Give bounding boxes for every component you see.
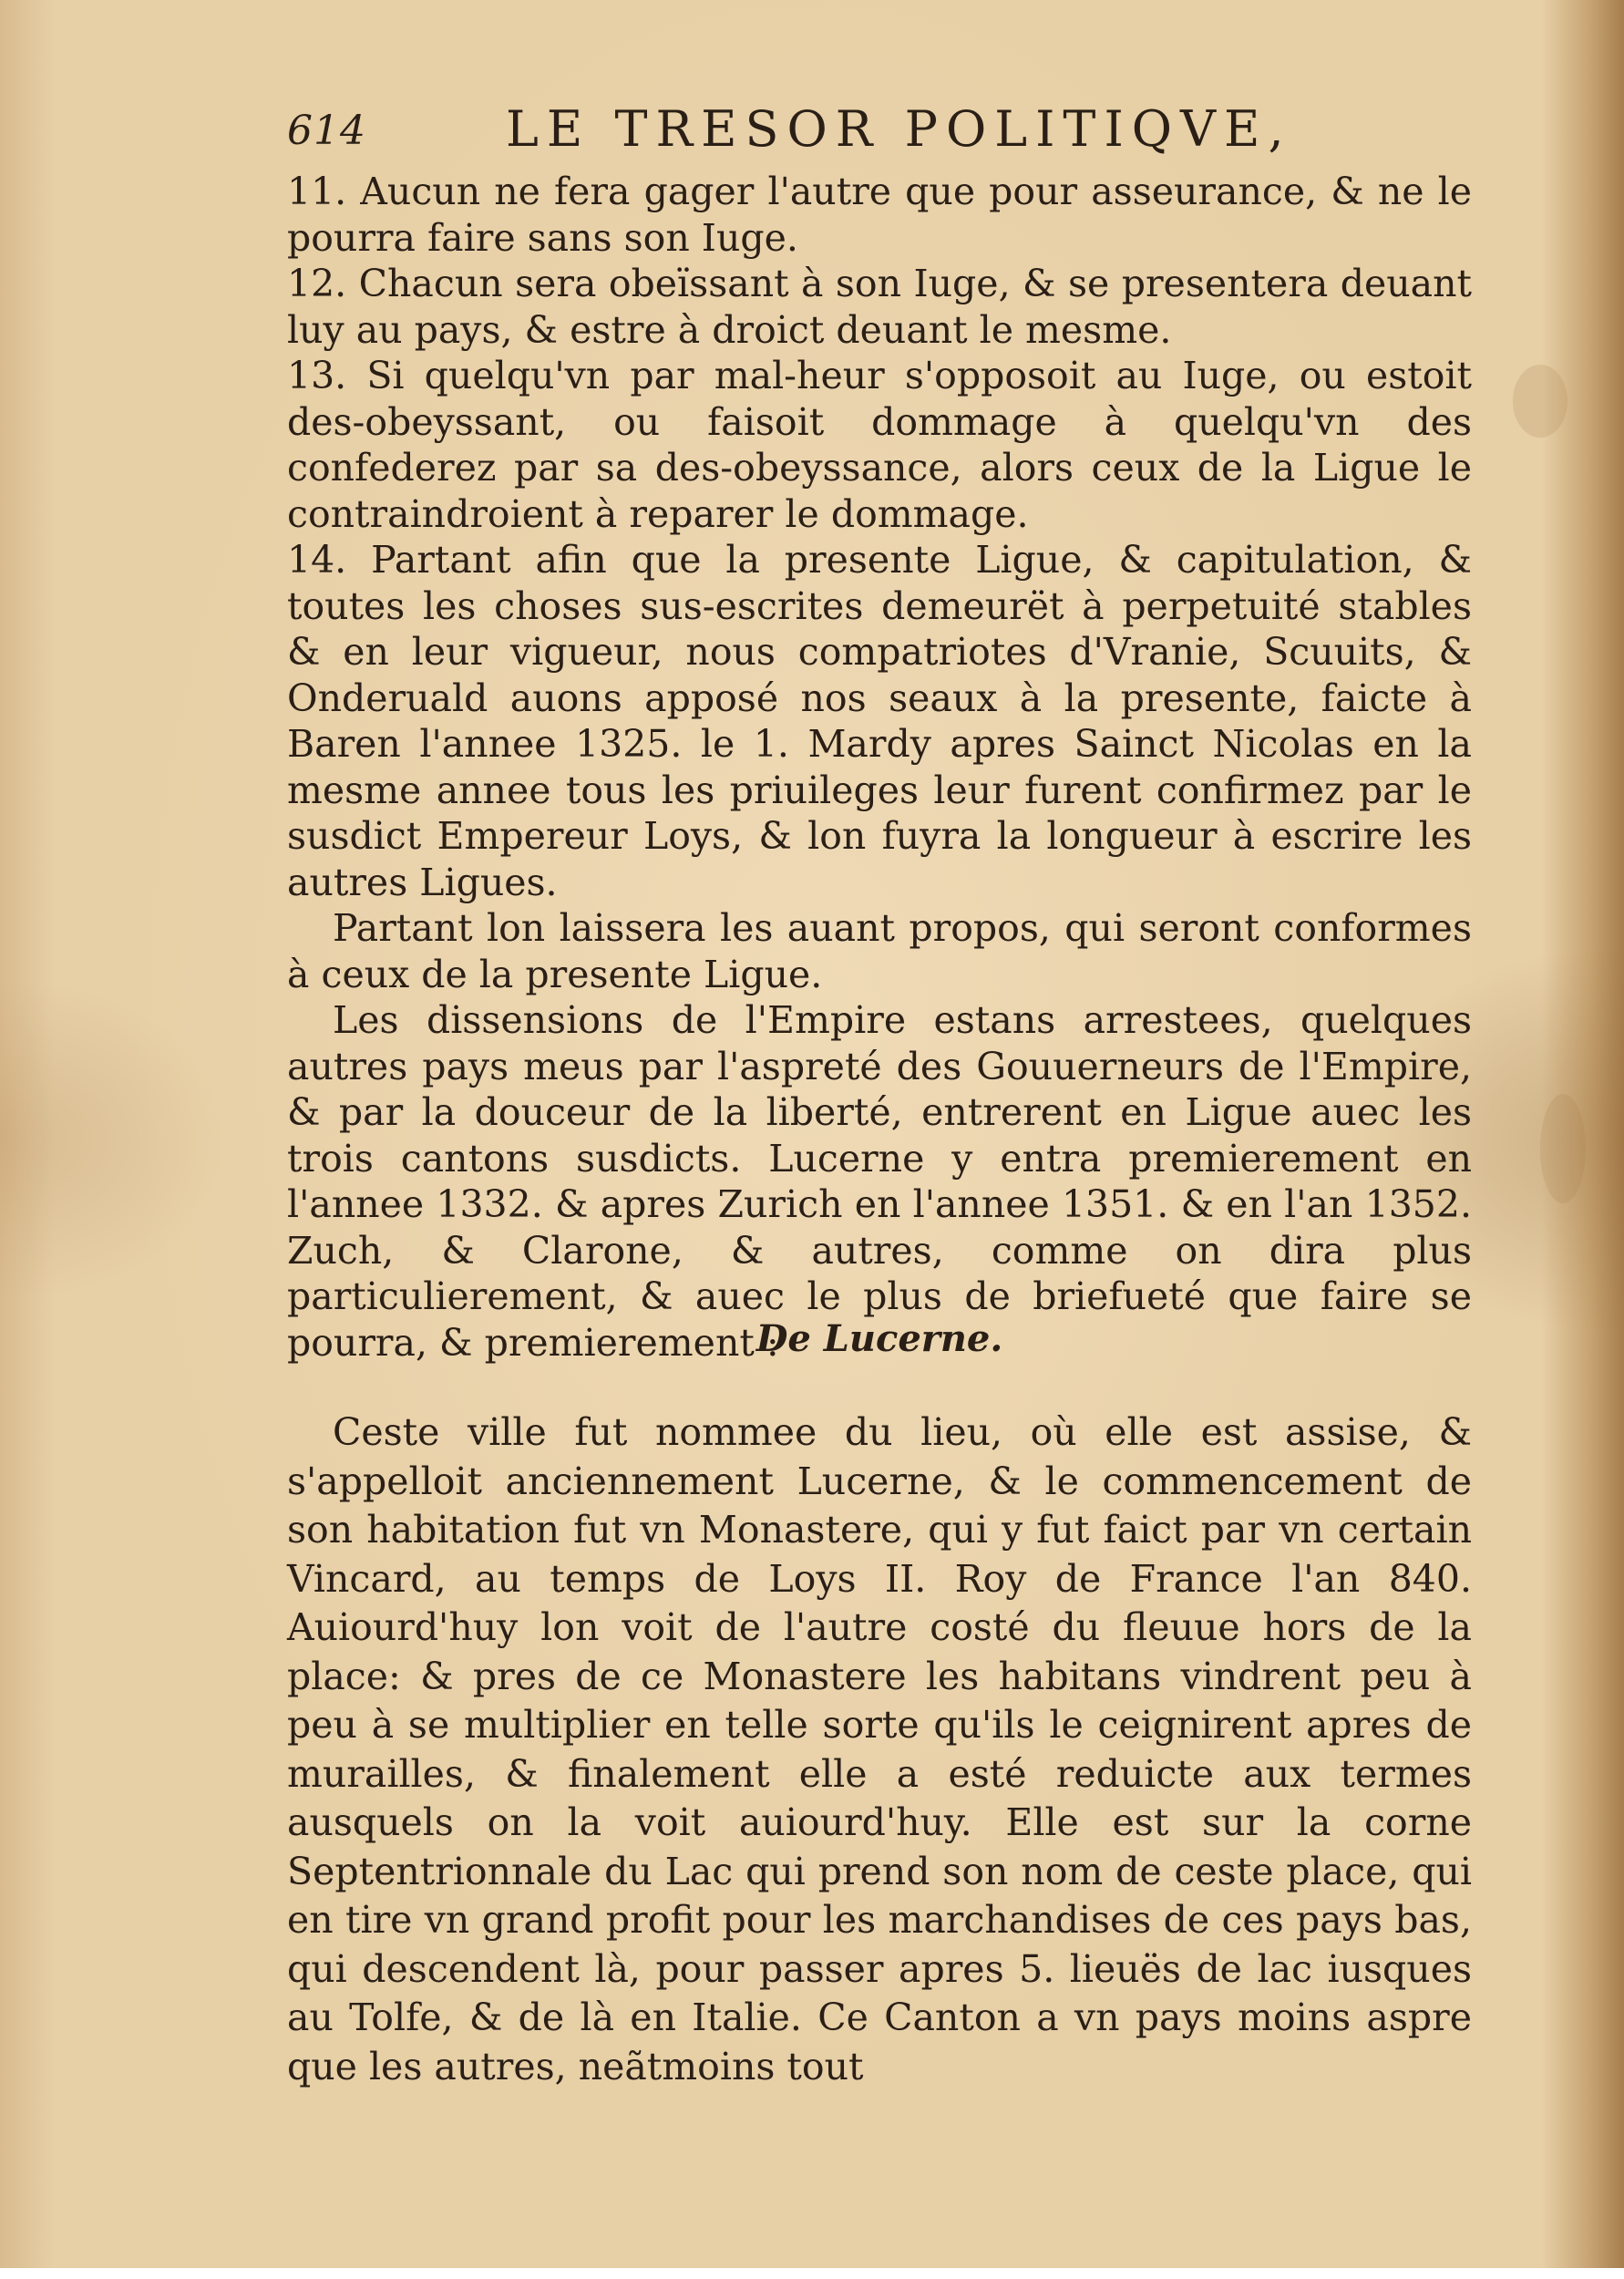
paragraph-partant: Partant lon laissera les auant propos, qui seront conformes à ceux de la presente Ligue. (287, 906, 1472, 996)
page-number: 614 (287, 108, 366, 154)
main-text (287, 169, 1472, 1366)
article-12: 12. Chacun sera obeïssant à son Iuge, & se presentera deuant luy au pays, & estre à droict deuant le mesme. (287, 262, 1472, 352)
paragraph-dissensions: Les dissensions de l'Empire estans arrestees, quelques autres pays meus par l'aspreté des Gouuerneurs de l'Empire, & par la douceur de la liberté, entrerent en Ligue auec les trois cantons susdicts. Lucerne y entra premierement en l'annee 1332. & apres Zurich en l'annee 1351. & en l'an 1352. Zuch, & Clarone, & autres, comme on dira plus particulierement, & auec le plus de briefueté que faire se pourra, & premierement : (287, 998, 1472, 1365)
article-11: 11. Aucun ne fera gager l'autre que pour asseurance, & ne le pourra faire sans son Iuge. (287, 170, 1472, 260)
paper-stain (1540, 1094, 1586, 1203)
article-14: 14. Partant afin que la presente Ligue, & capitulation, & toutes les choses sus-escrites demeurët à perpetuité stables & en leur vigueur, nous compatriotes d'Vranie, Scuuits, & Onderuald auons apposé nos seaux à la presente, faicte à Baren l'annee 1325. le 1. Mardy apres Sainct Nicolas en la mesme annee tous les priuileges leur furent confirmez par le susdict Empereur Loys, & lon fuyra la longueur à escrire les autres Ligues. (287, 538, 1472, 904)
page-header (287, 100, 1362, 164)
scan-border (0, 2268, 1624, 2279)
section-text (287, 1408, 1472, 2091)
section-heading: De Lucerne. (755, 1317, 1003, 1360)
page-left-shadow (0, 0, 55, 2279)
paragraph-lucerne: Ceste ville fut nommee du lieu, où elle est assise, & s'appelloit anciennement Lucerne, & le commencement de son habitation fut vn Monastere, qui y fut faict par vn certain Vincard, au temps de Loys II. Roy de France l'an 840. Auiourd'huy lon voit de l'autre costé du fleuue hors de la place: & pres de ce Monastere les habitans vindrent peu à peu à se multiplier en telle sorte qu'ils le ceignirent apres de murailles, & finalement elle a esté reduicte aux termes ausquels on la voit auiourd'huy. Elle est sur la corne Septentrionnale du Lac qui prend son nom de ceste place, qui en tire vn grand profit pour les marchandises de ces pays bas, qui descendent là, pour passer apres 5. lieuës de lac iusques au Tolfe, & de là en Italie. Ce Canton a vn pays moins aspre que les autres, neãtmoins tout (287, 1410, 1472, 2088)
paper-stain (1513, 365, 1567, 438)
article-13: 13. Si quelqu'vn par mal-heur s'opposoit au Iuge, ou estoit des-obeyssant, ou faisoit dommage à quelqu'vn des confederez par sa des-obeyssance, alors ceux de la Ligue le contraindroient à reparer le dommage. (287, 354, 1472, 536)
running-title: LE TRESOR POLITIQVE, (506, 100, 1292, 158)
